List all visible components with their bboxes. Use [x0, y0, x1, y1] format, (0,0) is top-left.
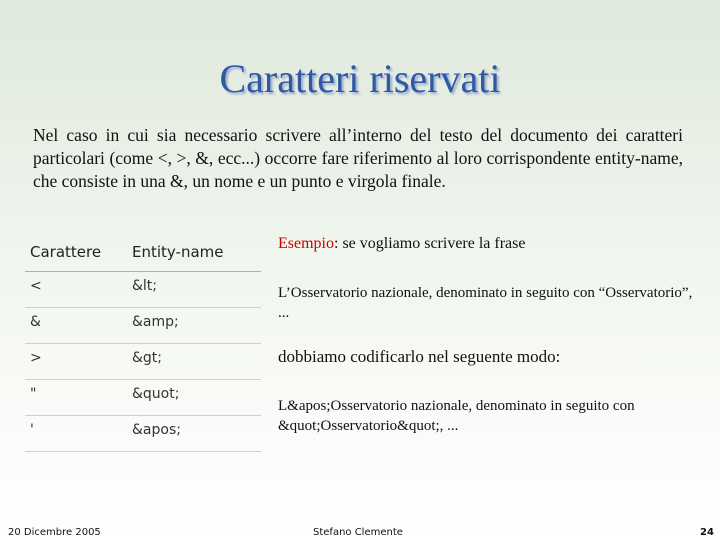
header-entity-name: Entity-name: [132, 243, 224, 261]
entity-cell: &gt;: [132, 350, 163, 366]
header-character: Carattere: [30, 243, 102, 261]
table-row: [25, 272, 261, 308]
entity-cell: &lt;: [132, 278, 158, 294]
encoded-sentence: L&apos;Osservatorio nazionale, denominato in seguito con &quot;Osservatorio&quot;, ...: [278, 398, 635, 434]
table-row: [25, 416, 261, 452]
entity-table: [25, 237, 261, 452]
footer-date: 20 Dicembre 2005: [8, 527, 101, 538]
table-header-row: [25, 237, 261, 272]
entity-cell: &amp;: [132, 314, 179, 330]
example-heading: [278, 235, 525, 253]
slide-title: Caratteri riservati: [219, 56, 501, 101]
intro-paragraph: Nel caso in cui sia necessario scrivere all’interno del testo del documento dei caratteri particolari (come <, >, &, ecc...) occorre fare riferimento al loro corrispondente entity-name, che consiste in una &, un nome e un punto e virgola finale.: [33, 125, 683, 191]
page-number: 24: [700, 527, 714, 538]
table-row: [25, 380, 261, 416]
character-cell: <: [30, 278, 42, 294]
table-row: [25, 344, 261, 380]
table-row: [25, 308, 261, 344]
encode-instruction: dobbiamo codificarlo nel seguente modo:: [278, 347, 561, 366]
example-intro: : se vogliamo scrivere la frase: [334, 235, 526, 252]
example-label: Esempio: [278, 235, 334, 252]
character-cell: &: [30, 314, 41, 330]
character-cell: ': [30, 422, 34, 438]
entity-cell: &quot;: [132, 386, 180, 402]
example-sentence: L’Osservatorio nazionale, denominato in seguito con “Osservatorio”, ...: [278, 285, 693, 321]
footer-author: Stefano Clemente: [313, 527, 403, 538]
entity-cell: &apos;: [132, 422, 181, 438]
character-cell: ": [30, 386, 37, 402]
character-cell: >: [30, 350, 42, 366]
